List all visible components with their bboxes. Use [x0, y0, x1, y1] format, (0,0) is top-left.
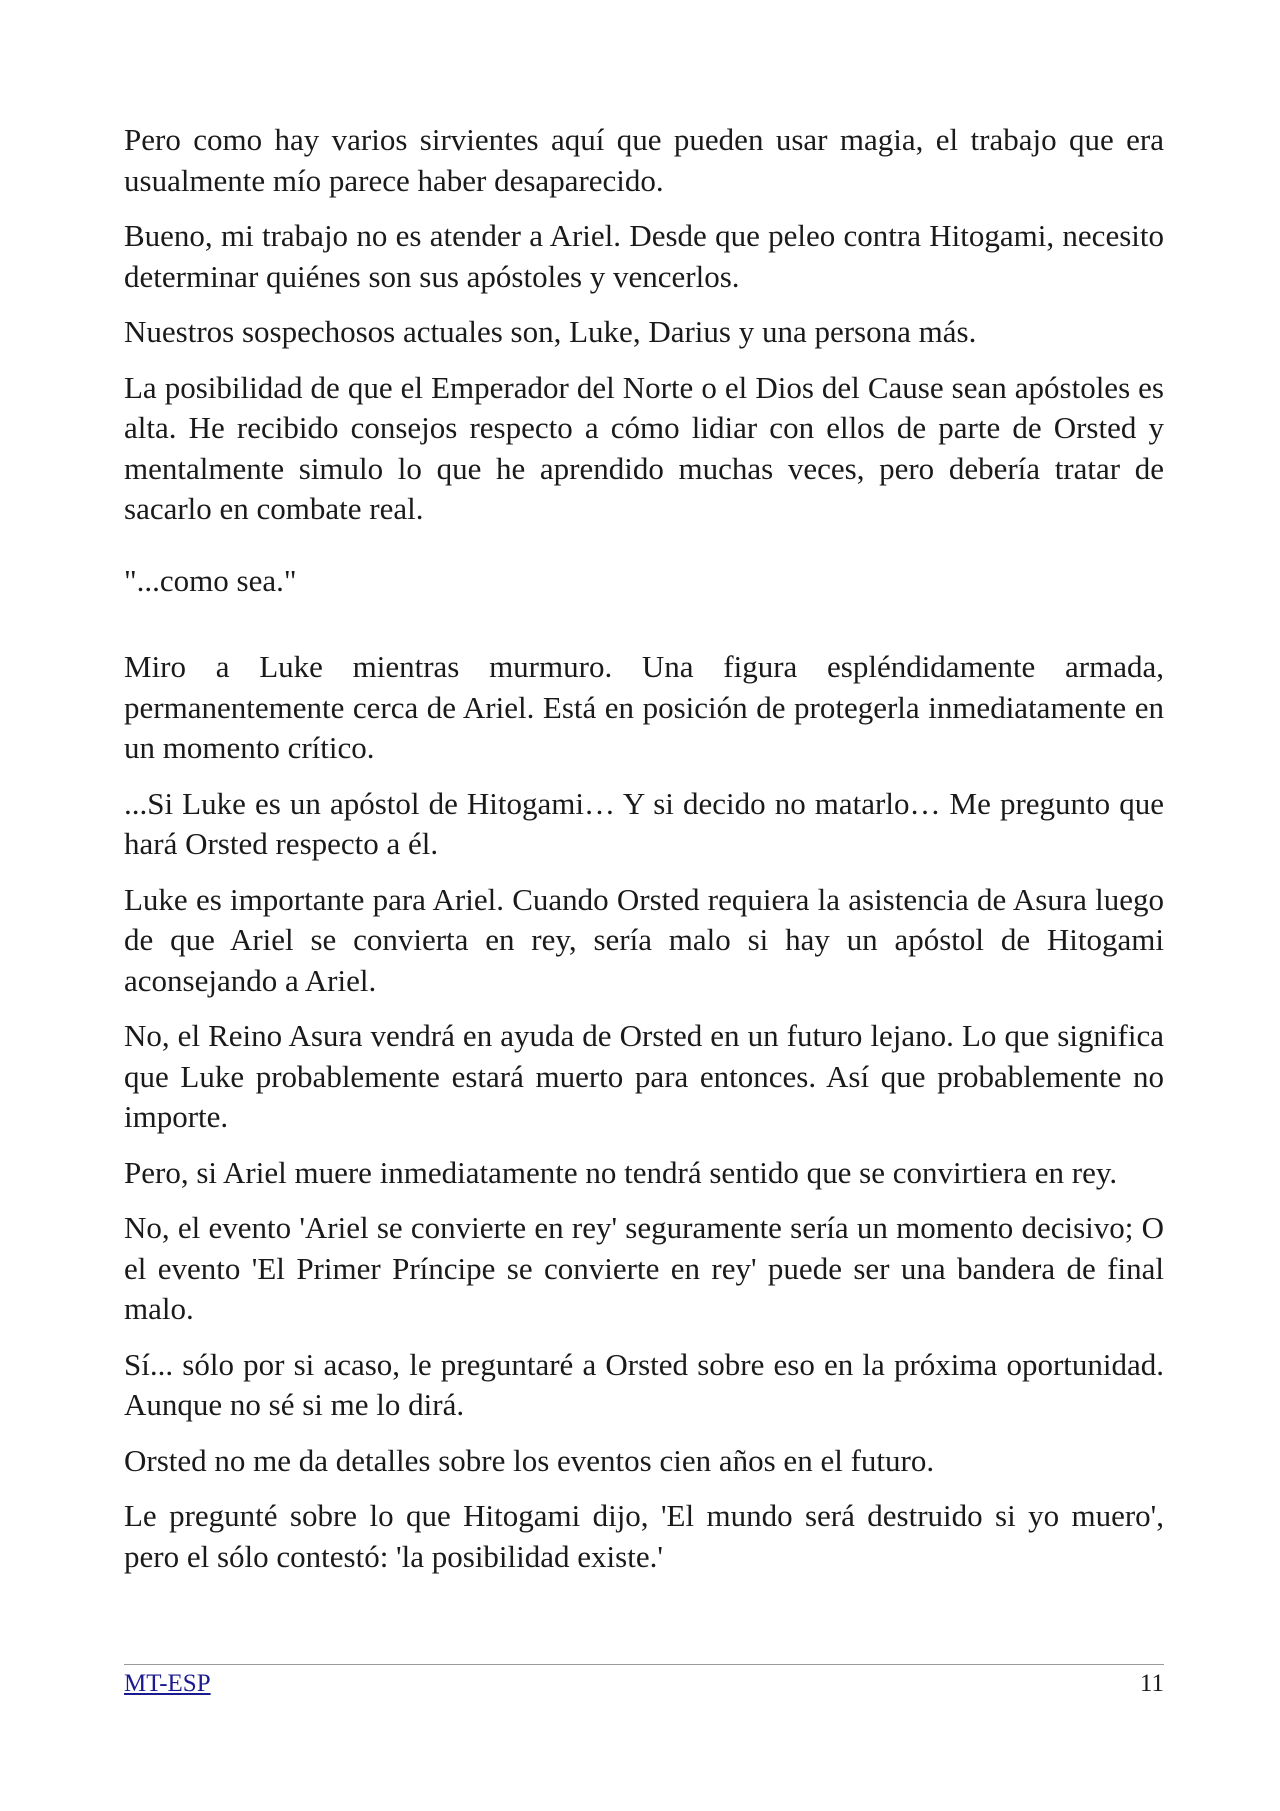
paragraph: Pero como hay varios sirvientes aquí que pueden usar magia, el trabajo que era usualmente mío parece haber desaparecido. [124, 122, 1164, 198]
paragraph: La posibilidad de que el Emperador del Norte o el Dios del Cause sean apóstoles es alta. He recibido consejos respecto a cómo lidiar con ellos de parte de Orsted y mentalmente simulo lo que he aprendido muchas veces, pero debería tratar de sacarlo en combate real. [124, 369, 1164, 526]
body-text [124, 120, 1164, 1592]
paragraph: No, el Reino Asura vendrá en ayuda de Orsted en un futuro lejano. Lo que significa que Luke probablemente estará muerto para entonces. Así que probablemente no importe. [124, 1018, 1164, 1134]
paragraph: Luke es importante para Ariel. Cuando Orsted requiera la asistencia de Asura luego de que Ariel se convierta en rey, sería malo si hay un apóstol de Hitogami aconsejando a Ariel. [124, 881, 1164, 998]
paragraph: Bueno, mi trabajo no es atender a Ariel. Desde que peleo contra Hitogami, necesito determinar quiénes son sus apóstoles y vencerlos. [124, 218, 1164, 294]
paragraph: ...Si Luke es un apóstol de Hitogami… Y si decido no matarlo… Me pregunto que hará Orsted respecto a él. [124, 785, 1164, 861]
paragraph: Le pregunté sobre lo que Hitogami dijo, 'El mundo será destruido si yo muero', pero el sólo contestó: 'la posibilidad existe.' [124, 1498, 1164, 1574]
paragraph: No, el evento 'Ariel se convierte en rey' seguramente sería un momento decisivo; O el evento 'El Primer Príncipe se convierte en rey' puede ser una bandera de final malo. [124, 1210, 1164, 1326]
footer-divider [124, 1664, 1164, 1665]
paragraph: Pero, si Ariel muere inmediatamente no tendrá sentido que se convirtiera en rey. [124, 1154, 1118, 1190]
paragraph: Nuestros sospechosos actuales son, Luke, Darius y una persona más. [124, 314, 977, 349]
page-number: 11 [1139, 1670, 1164, 1697]
dialogue-line: "...como sea." [124, 562, 297, 598]
paragraph: Miro a Luke mientras murmuro. Una figura espléndidamente armada, permanentemente cerca de Ariel. Está en posición de protegerla inmediatamente en un momento crítico. [124, 649, 1164, 765]
footer-link[interactable]: MT-ESP [124, 1670, 211, 1697]
paragraph: Sí... sólo por si acaso, le preguntaré a Orsted sobre eso en la próxima oportunidad. Aunque no sé si me lo dirá. [124, 1346, 1164, 1422]
paragraph: Orsted no me da detalles sobre los eventos cien años en el futuro. [124, 1442, 935, 1478]
